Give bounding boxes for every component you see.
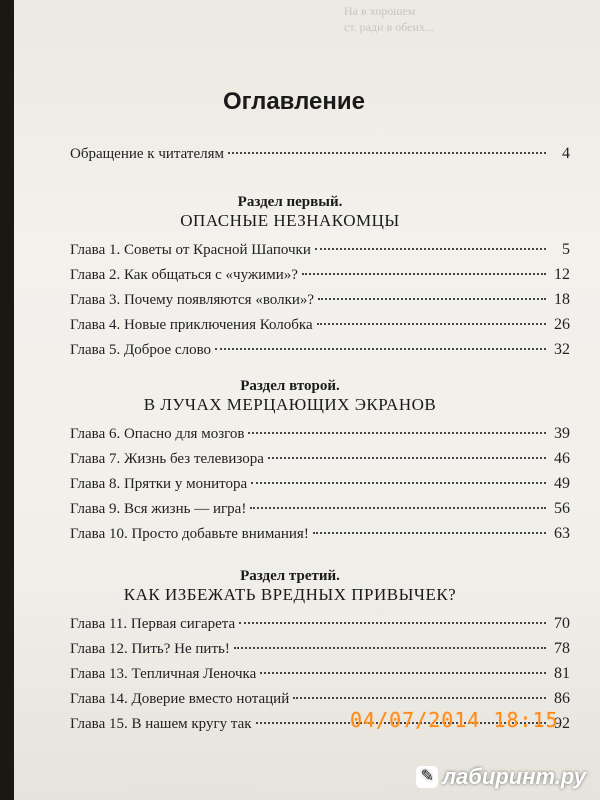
toc-page: 81 xyxy=(554,665,570,682)
leader-dots xyxy=(317,323,546,325)
toc-page: 39 xyxy=(554,425,570,442)
toc-page: 63 xyxy=(554,525,570,542)
toc-page: 86 xyxy=(554,690,570,707)
section-title: ОПАСНЫЕ НЕЗНАКОМЦЫ xyxy=(180,211,400,230)
toc-label: Глава 6. Опасно для мозгов xyxy=(70,426,245,442)
toc-row xyxy=(70,615,570,640)
toc-page: 78 xyxy=(554,640,570,657)
toc-label: Глава 12. Пить? Не пить! xyxy=(70,641,230,657)
date-stamp: 04/07/2014 18:15 xyxy=(350,708,559,732)
toc-page: 4 xyxy=(562,145,570,162)
leader-dots xyxy=(248,432,546,434)
toc-row xyxy=(70,291,570,316)
toc-row xyxy=(70,640,570,665)
leader-dots xyxy=(302,273,546,275)
toc-section-2 xyxy=(70,372,570,550)
toc-label: Глава 2. Как общаться с «чужими»? xyxy=(70,267,298,283)
page-title: Оглавление xyxy=(223,88,365,115)
section-title: В ЛУЧАХ МЕРЦАЮЩИХ ЭКРАНОВ xyxy=(143,395,437,414)
toc-label: Обращение к читателям xyxy=(70,146,224,162)
toc-label: Глава 15. В нашем кругу так xyxy=(70,716,252,732)
leader-dots xyxy=(260,672,546,674)
toc-row xyxy=(70,475,570,500)
labyrinth-logo-icon: ✎ xyxy=(416,766,438,788)
leader-dots xyxy=(215,348,546,350)
toc-label: Глава 11. Первая сигарета xyxy=(70,616,236,632)
toc-label: Глава 3. Почему появляются «волки»? xyxy=(70,292,315,308)
toc-row xyxy=(70,450,570,475)
toc-label: Глава 9. Вся жизнь — игра! xyxy=(70,501,247,517)
toc-row xyxy=(70,145,570,170)
toc-page: 70 xyxy=(554,615,570,632)
section-title: КАК ИЗБЕЖАТЬ ВРЕДНЫХ ПРИВЫЧЕК? xyxy=(123,585,457,604)
toc-row xyxy=(70,266,570,291)
leader-dots xyxy=(234,647,546,649)
toc-label: Глава 1. Советы от Красной Шапочки xyxy=(70,242,311,258)
toc-page: 46 xyxy=(554,450,570,467)
watermark xyxy=(416,764,586,790)
toc-label: Глава 5. Доброе слово xyxy=(70,342,212,358)
toc-label: Глава 4. Новые приключения Колобка xyxy=(70,317,313,333)
toc-row xyxy=(70,316,570,341)
section-head: Раздел первый. xyxy=(237,194,343,210)
toc-label: Глава 10. Просто добавьте внимания! xyxy=(70,526,309,542)
leader-dots xyxy=(318,298,546,300)
toc-page: 5 xyxy=(562,241,570,258)
toc-label: Глава 8. Прятки у монитора xyxy=(70,476,248,492)
toc-row xyxy=(70,500,570,525)
section-head: Раздел второй. xyxy=(240,378,340,394)
bleed-through-text: ст. ради в обеих... xyxy=(344,20,434,34)
watermark-text: лабиринт.ру xyxy=(442,764,586,789)
section-head: Раздел третий. xyxy=(240,568,340,584)
leader-dots xyxy=(268,457,546,459)
leader-dots xyxy=(228,152,546,154)
toc-page: 32 xyxy=(554,341,570,358)
toc-page: 49 xyxy=(554,475,570,492)
toc-row xyxy=(70,665,570,690)
leader-dots xyxy=(250,507,546,509)
bleed-through-text: На в хорошем xyxy=(344,4,416,18)
leader-dots xyxy=(251,482,546,484)
leader-dots xyxy=(315,248,546,250)
leader-dots xyxy=(313,532,546,534)
toc-page: 26 xyxy=(554,316,570,333)
toc-row xyxy=(70,241,570,266)
toc-label: Глава 14. Доверие вместо нотаций xyxy=(70,691,290,707)
toc-row xyxy=(70,341,570,366)
toc-page: 56 xyxy=(554,500,570,517)
toc-row xyxy=(70,425,570,450)
toc-label: Глава 13. Тепличная Леночка xyxy=(70,666,257,682)
leader-dots xyxy=(293,697,546,699)
toc-page: 18 xyxy=(554,291,570,308)
toc-label: Глава 7. Жизнь без телевизора xyxy=(70,451,264,467)
toc-page: 12 xyxy=(554,266,570,283)
toc-row xyxy=(70,525,570,550)
toc-page: 92 xyxy=(554,715,570,732)
toc-section-1 xyxy=(70,188,570,366)
toc-intro xyxy=(70,145,570,170)
book-page xyxy=(14,0,600,800)
leader-dots xyxy=(239,622,546,624)
